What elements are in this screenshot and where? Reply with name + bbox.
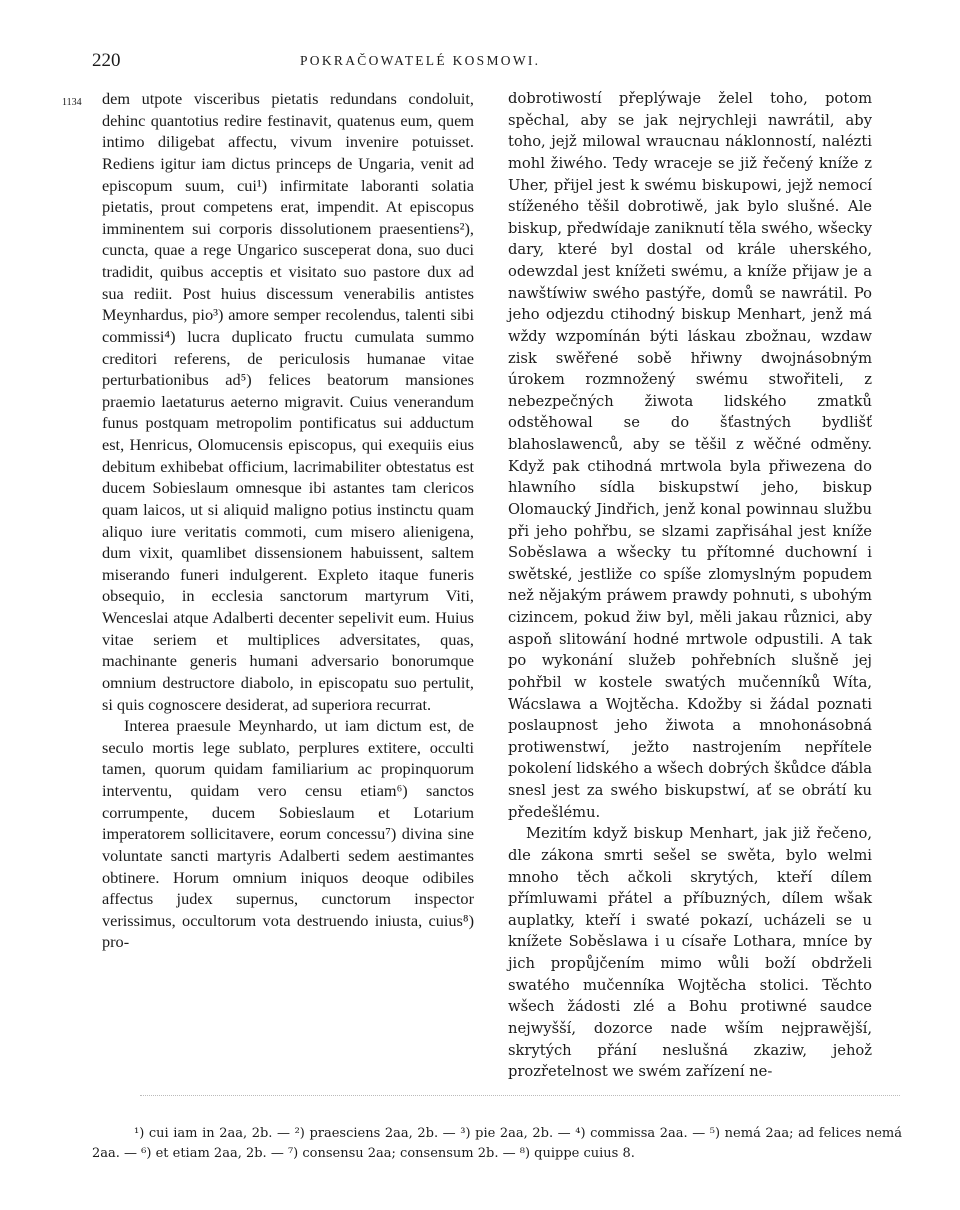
latin-paragraph: dem utpote visceribus pietatis redundans condoluit, dehinc quantotius redire festinavit, quatenus eum, quem intimo diligebat affectu, vivum invenire potuisset. Rediens igitur iam dictus princeps de Ungaria, venit ad episcopum suum, cui¹) infirmitate laboranti solatia pietatis, prout competens erat, impendit. At episcopus imminentem sui corporis dissolutionem praesentiens²), cuncta, quae a rege Ungarico susceperat dona, suo duci tradidit, quibus acceptis et visitato suo pastore dux ad sua rediit. Post huius discessum venerabilis antistes Meynhardus, pio³) amore semper recolendus, talenti sibi commissi⁴) lucra duplicato fructu cumulata summo creditori referens, de periculosis humanae vitae perturbationibus ad⁵) felices beatorum mansiones praemio laetaturus aeterno migravit. Cuius venerandum funus postquam metropolim pontificatus sui adductum est, Henricus, Olomucensis episcopus, qui exequiis eius debitum exhibebat officium, lacrimabiliter obtestatus est ducem Sobieslaum omnesque ibi astantes tam clericos quam laicos, ut si aliquid maligno potius instinctu quam aliquo iure veritatis commoti, cum misero alienigena, dum vixit, quamlibet dissensionem habuissent, saltem miserando funeri indulgerent. Expleto itaque funeris obsequio, in ecclesia sanctorum martyrum Viti, Wenceslai atque Adalberti decenter sepelivit eum. Huius vitae seriem et multiplices adversitates, quas, machinante generis humani adversario bonorumque omnium destructore diabolo, in episcopatu suo pertulit, si quis cognoscere desiderat, ad superiora recurrat. (102, 89, 474, 714)
footnotes (92, 1124, 902, 1164)
czech-paragraph: dobrotiwostí přeplýwaje želel toho, potom spěchal, aby se jak nejrychleji nawrátil, aby toho, jejž milowal wraucnau náklonností, nalézti mohl žiwého. Tedy wraceje se již řečený kníže z Uher, přijel jest k swému biskupowi, jejž nemocí stíženého těšil dobrotiwě, jak bylo slušné. Ale biskup, předwídaje zaniknutí těla swého, wšecky dary, které byl dostal od krále uherského, odewzdal jest knížeti swému, a kníže přijaw je a nawštíwiw swého pastýře, domů se nawrátil. Po jeho odjezdu ctihodný biskup Menhart, jenž má wždy wzpomínán býti láskau zbožnau, wzdaw zisk swěřené sobě hřiwny dwojnásobným úrokem rozmnožený swému stwořiteli, z nebezpečných žiwota lidského zmatků odstěhowal se do šťastných bydlišť blahoslawenců, aby se těšil z wěčné odměny. Když pak ctihodná mrtwola byla přiwezena do hlawního sídla biskupstwí jeho, biskup Olomaucký Jindřich, jenž konal powinnau službu při jeho pohřbu, se slzami zapřisáhal jest kníže Soběslawa a wšecky tu přítomné duchowní i swětské, jestliže co spíše zlomyslným popudem než nějakým práwem prawdy pohnuti, s ubohým cizincem, pokud žiw byl, měli jakau různici, aby aspoň slitowání hodné mrtwole odpustili. A tak po wykonání služeb pohřebních slušně jej pohřbil w kostele swatých mučenníků Wíta, Wácslawa a Wojtěcha. Kdožby si žádal poznati poslaupnost jeho žiwota a mnohonásobná protiwenstwí, ježto nastrojením nepřítele pokolení lidského a wšech dobrých škůdce ďábla snesl jest za swého biskupstwí, ať se obrátí ku předešlému. (508, 90, 872, 821)
page-number: 220 (92, 50, 121, 71)
margin-year: 1134 (62, 97, 82, 108)
footnote-separator (140, 1095, 900, 1096)
czech-paragraph: Mezitím když biskup Menhart, jak již řečeno, dle zákona smrti sešel se swěta, bylo welmi mnoho těch ačkoli skrytých, kteří dílem přímluwami přátel a příbuzných, dílem wšak auplatky, kteří i swaté pokazí, ucházeli se u knížete Soběslawa i u císaře Lothara, mníce by jich propůjčením mimo wůli boží obdrželi swatého mučenníka Wojtěcha stolici. Těchto wšech žádosti zlé a Bohu protiwné saudce nejwyšší, dozorce nade wším nejprawější, skrytých přání neslušná zkaziw, jehož prozřetelnost we swém zařízení ne- (508, 825, 872, 1081)
latin-column (102, 88, 474, 953)
latin-paragraph: Interea praesule Meynhardo, ut iam dictum est, de seculo mortis lege sublato, perplures extitere, occulti tamen, quorum quidam familiarium ac propinquorum interventu, quidam vero censu etiam⁶) sanctos corrumpente, ducem Sobieslaum et Lotarium imperatorem sollicitavere, eorum concessu⁷) divina sine voluntate sancti martyris Adalberti sedem aestimantes obtinere. Horum omnium iniquos deoque odibiles affectus judex supernus, cunctorum inspector verissimus, occultorum vota destruendo iniusta, cuius⁸) pro- (102, 716, 474, 952)
running-head: POKRAČOWATELÉ KOSMOWI. (300, 53, 541, 68)
footnote-text: ¹) cui iam in 2aa, 2b. — ²) praesciens 2aa, 2b. — ³) pie 2aa, 2b. — ⁴) commissa 2aa. — ⁵) nemá 2aa; ad felices nemá 2aa. — ⁶) et etiam 2aa, 2b. — ⁷) consensu 2aa; consensum 2b. — ⁸) quippe cuius 8. (92, 1126, 902, 1161)
czech-column (508, 88, 872, 1083)
